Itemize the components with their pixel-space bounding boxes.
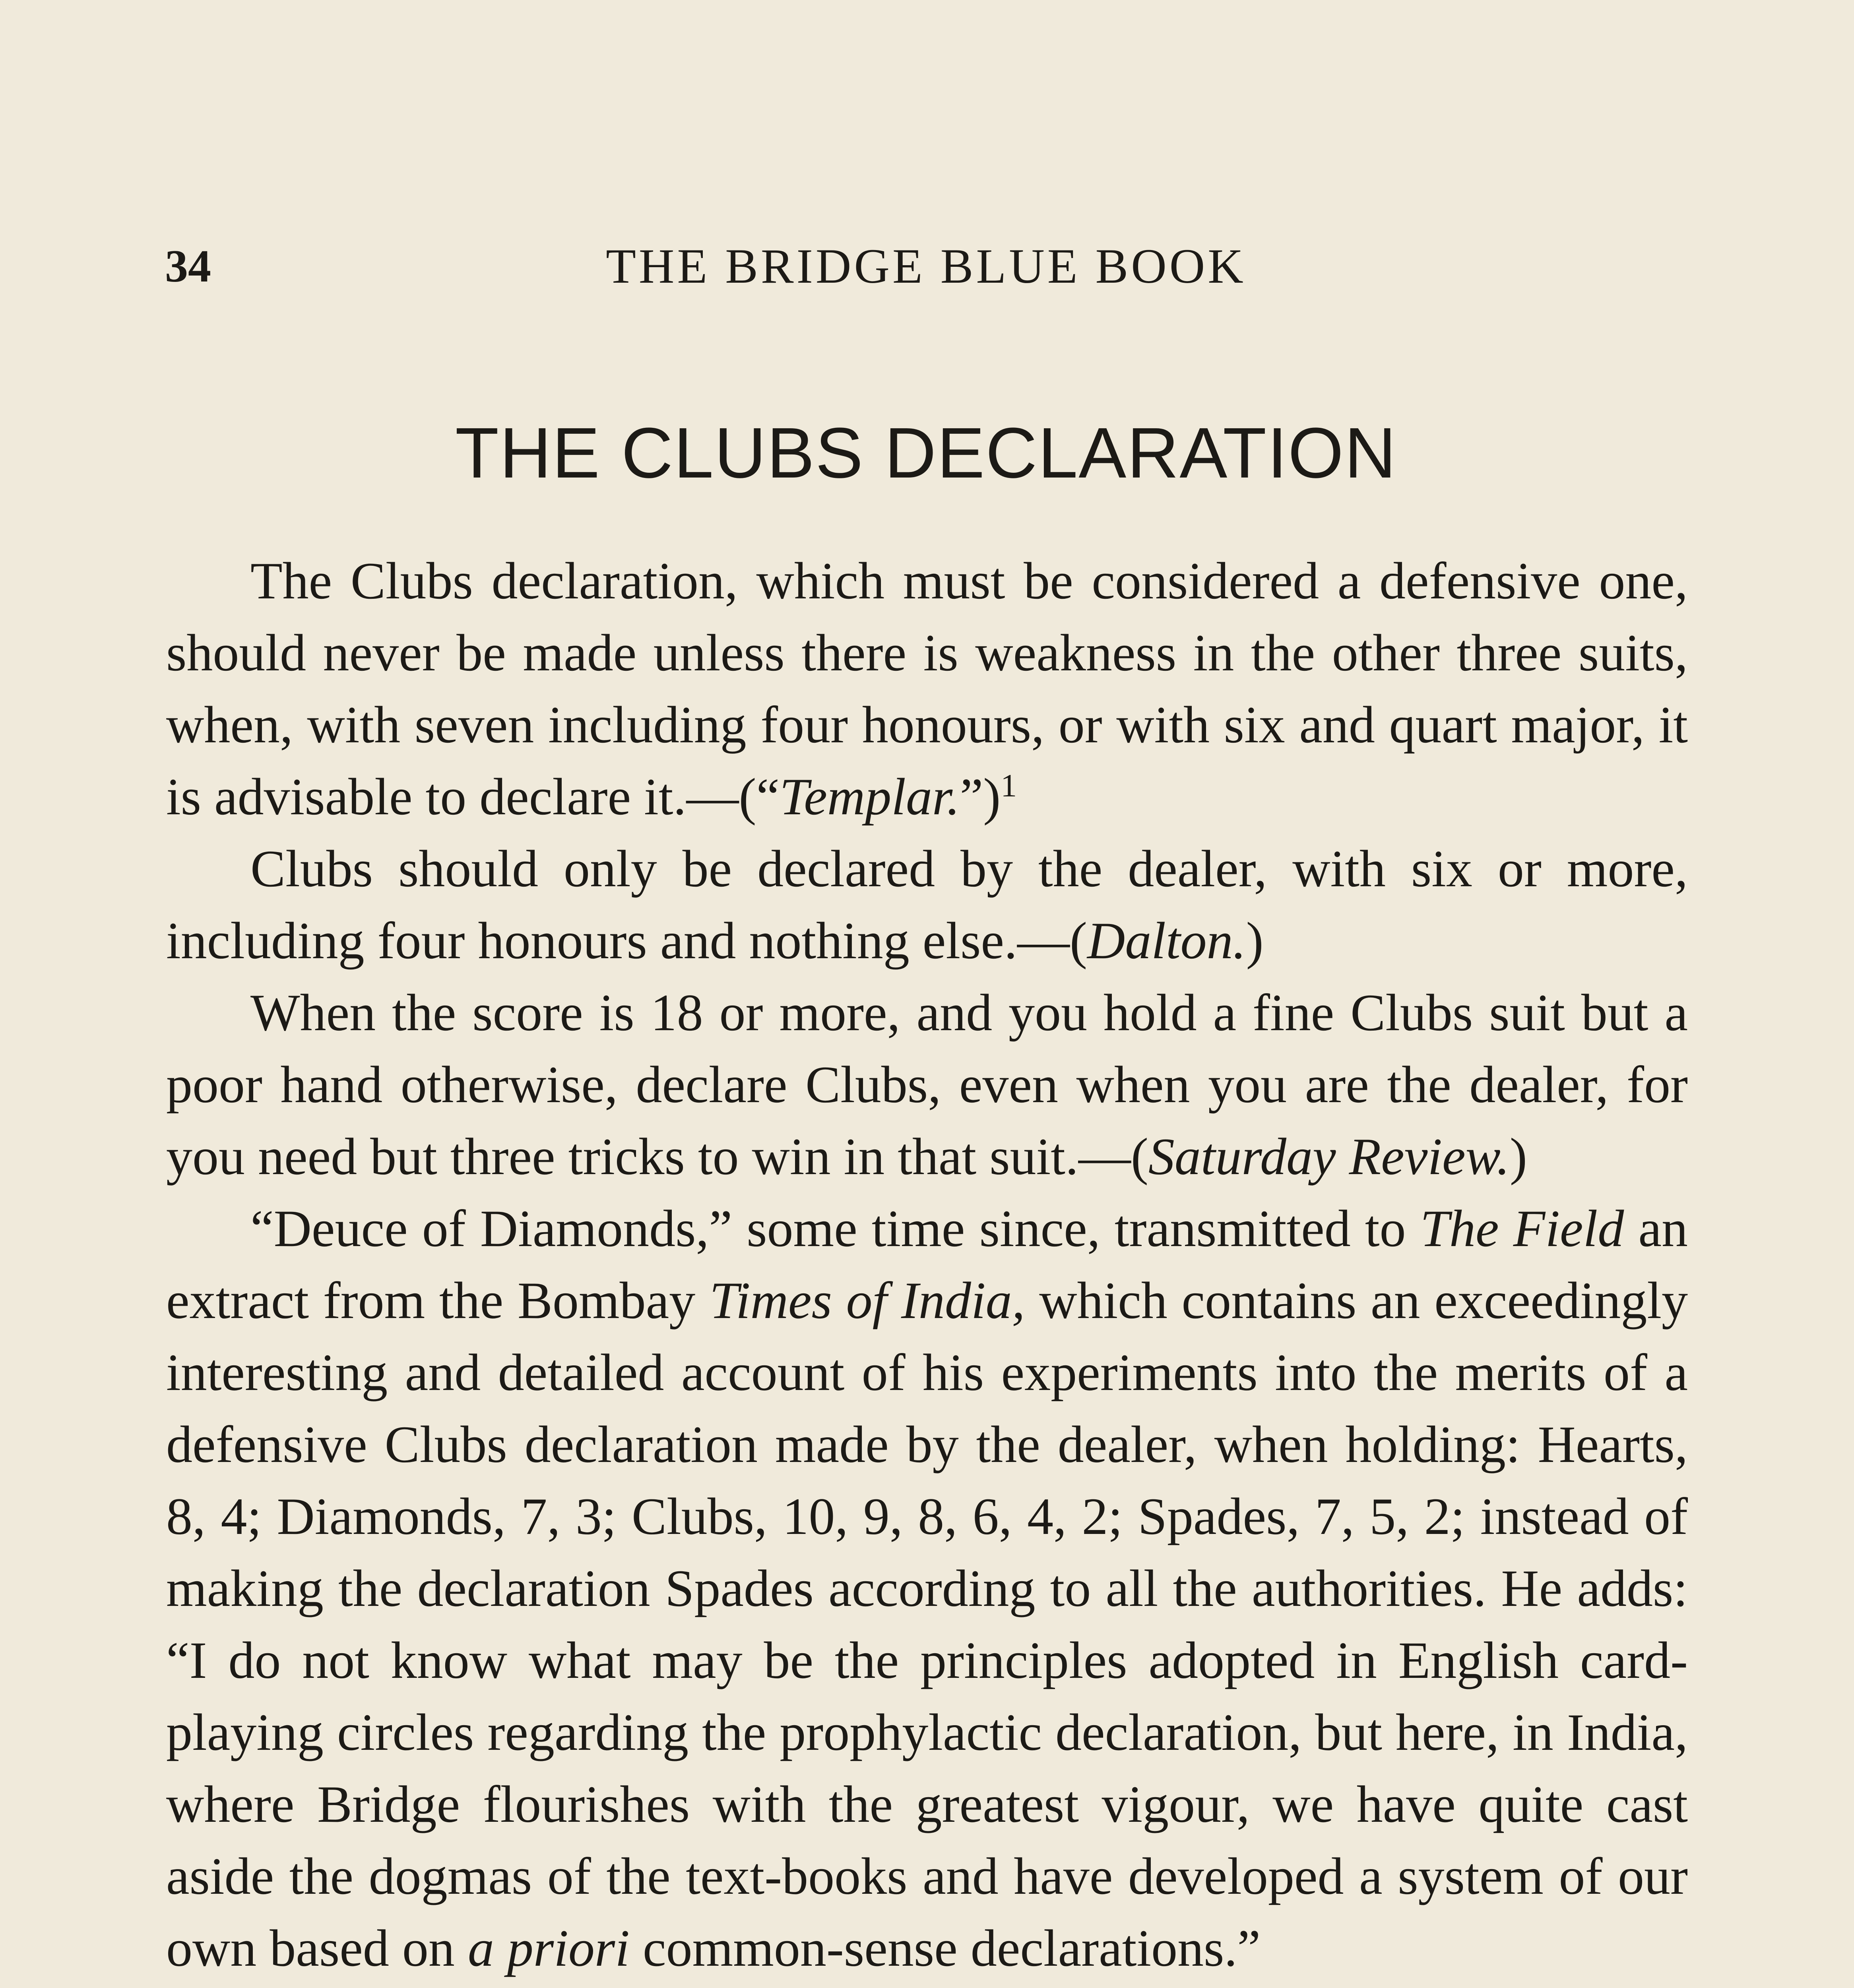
paragraph: [166, 1984, 1688, 1988]
body-text: [166, 545, 1688, 1988]
running-head: THE BRIDGE BLUE BOOK: [606, 239, 1246, 293]
chapter-title: THE CLUBS DECLARATION: [455, 413, 1397, 493]
paragraph: Clubs should only be declared by the dealer, with six or more, including four honours and nothing else.—(Dalton.): [166, 839, 1688, 970]
page-number: 34: [165, 241, 211, 292]
page-header: [165, 235, 1687, 298]
paragraph: The Clubs declaration, which must be considered a defensive one, should never be made unless there is weakness in the other three suits, when, with seven including four honours, or with six and quart major, it is advisable to declare it.—(“Templar.”)$^1$: [166, 551, 1688, 826]
paragraph: When the score is 18 or more, and you hold a fine Clubs suit but a poor hand otherwise, declare Clubs, even when you are the dealer, for you need but three tricks to win in that suit.—(Saturday Review.): [166, 983, 1688, 1186]
footnote-ref: 1: [1001, 767, 1017, 804]
paragraph: “Deuce of Diamonds,” some time since, transmitted to The Field an extract from the Bombay Times of India, which contains an exceedingly interesting and detailed account of his experiments into the merits of a defensive Clubs declaration made by the dealer, when holding: Hearts, 8, 4; Diamonds, 7, 3; Clubs, 10, 9, 8, 6, 4, 2; Spades, 7, 5, 2; instead of making the declaration Spades according to all the authorities. He adds: “I do not know what may be the principles adopted in English card-playing circles regarding the prophylactic declaration, but here, in India, where Bridge flourishes with the greatest vigour, we have quite cast aside the dogmas of the text-books and have developed a system of our own based on a priori common-sense declarations.”: [166, 1199, 1688, 1977]
